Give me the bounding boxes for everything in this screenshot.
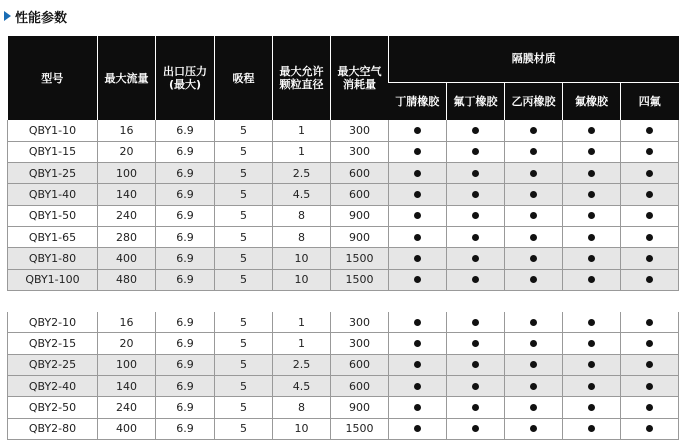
header-suction: 吸程 xyxy=(215,36,273,120)
filled-circle-icon xyxy=(530,234,537,241)
filled-circle-icon xyxy=(588,383,595,390)
cell-model: QBY1-100 xyxy=(8,269,98,290)
filled-circle-icon xyxy=(414,276,421,283)
filled-circle-icon xyxy=(414,148,421,155)
cell-material xyxy=(505,248,563,269)
cell-material xyxy=(621,397,679,418)
cell-material xyxy=(447,376,505,397)
filled-circle-icon xyxy=(646,340,653,347)
cell-model: QBY2-50 xyxy=(8,397,98,418)
cell-pressure: 6.9 xyxy=(156,312,215,333)
cell-material xyxy=(447,248,505,269)
cell-material xyxy=(563,205,621,226)
cell-material xyxy=(447,205,505,226)
filled-circle-icon xyxy=(646,191,653,198)
cell-material xyxy=(621,163,679,184)
filled-circle-icon xyxy=(472,276,479,283)
filled-circle-icon xyxy=(588,234,595,241)
filled-circle-icon xyxy=(646,212,653,219)
filled-circle-icon xyxy=(588,340,595,347)
filled-circle-icon xyxy=(646,255,653,262)
cell-suction: 5 xyxy=(215,248,273,269)
cell-model: QBY1-10 xyxy=(8,120,98,141)
cell-pressure: 6.9 xyxy=(156,120,215,141)
filled-circle-icon xyxy=(414,127,421,134)
filled-circle-icon xyxy=(472,404,479,411)
cell-particle: 8 xyxy=(273,226,331,247)
cell-suction: 5 xyxy=(215,354,273,375)
cell-flow: 240 xyxy=(98,205,156,226)
table-row xyxy=(8,376,679,397)
cell-air: 900 xyxy=(331,397,389,418)
filled-circle-icon xyxy=(588,191,595,198)
filled-circle-icon xyxy=(414,340,421,347)
cell-material xyxy=(505,120,563,141)
triangle-bullet-icon xyxy=(4,11,11,21)
cell-air: 600 xyxy=(331,354,389,375)
filled-circle-icon xyxy=(472,212,479,219)
cell-material xyxy=(563,354,621,375)
cell-material xyxy=(621,226,679,247)
filled-circle-icon xyxy=(646,148,653,155)
cell-pressure: 6.9 xyxy=(156,141,215,162)
section-title-text: 性能参数 xyxy=(15,10,68,26)
cell-air: 1500 xyxy=(331,269,389,290)
filled-circle-icon xyxy=(414,170,421,177)
filled-circle-icon xyxy=(414,255,421,262)
cell-flow: 20 xyxy=(98,141,156,162)
filled-circle-icon xyxy=(472,340,479,347)
cell-material xyxy=(447,184,505,205)
filled-circle-icon xyxy=(530,340,537,347)
cell-suction: 5 xyxy=(215,226,273,247)
cell-material xyxy=(563,312,621,333)
table-row xyxy=(8,141,679,162)
cell-material xyxy=(447,333,505,354)
filled-circle-icon xyxy=(414,191,421,198)
cell-material xyxy=(563,376,621,397)
cell-material xyxy=(389,269,447,290)
cell-pressure: 6.9 xyxy=(156,226,215,247)
filled-circle-icon xyxy=(414,212,421,219)
cell-material xyxy=(621,248,679,269)
cell-material xyxy=(563,226,621,247)
cell-material xyxy=(447,120,505,141)
cell-material xyxy=(505,184,563,205)
header-diaphragm: 隔膜材质 xyxy=(389,36,679,82)
cell-material xyxy=(389,397,447,418)
cell-model: QBY1-25 xyxy=(8,163,98,184)
filled-circle-icon xyxy=(646,127,653,134)
filled-circle-icon xyxy=(588,212,595,219)
cell-particle: 1 xyxy=(273,333,331,354)
cell-pressure: 6.9 xyxy=(156,205,215,226)
filled-circle-icon xyxy=(646,170,653,177)
cell-material xyxy=(447,397,505,418)
cell-material xyxy=(389,226,447,247)
cell-particle: 8 xyxy=(273,397,331,418)
filled-circle-icon xyxy=(646,383,653,390)
group-separator xyxy=(8,290,679,311)
cell-model: QBY1-80 xyxy=(8,248,98,269)
cell-material xyxy=(505,397,563,418)
header-material: 氟丁橡胶 xyxy=(447,82,505,120)
filled-circle-icon xyxy=(588,127,595,134)
filled-circle-icon xyxy=(646,276,653,283)
header-material: 丁腈橡胶 xyxy=(389,82,447,120)
cell-material xyxy=(389,120,447,141)
filled-circle-icon xyxy=(530,361,537,368)
cell-flow: 400 xyxy=(98,418,156,439)
cell-material xyxy=(447,354,505,375)
cell-material xyxy=(505,312,563,333)
cell-pressure: 6.9 xyxy=(156,163,215,184)
cell-suction: 5 xyxy=(215,397,273,418)
cell-suction: 5 xyxy=(215,141,273,162)
cell-model: QBY2-10 xyxy=(8,312,98,333)
cell-material xyxy=(389,184,447,205)
cell-flow: 140 xyxy=(98,184,156,205)
cell-suction: 5 xyxy=(215,376,273,397)
header-material: 氟橡胶 xyxy=(563,82,621,120)
cell-flow: 480 xyxy=(98,269,156,290)
filled-circle-icon xyxy=(530,383,537,390)
cell-model: QBY2-80 xyxy=(8,418,98,439)
filled-circle-icon xyxy=(530,319,537,326)
cell-material xyxy=(389,376,447,397)
filled-circle-icon xyxy=(414,319,421,326)
filled-circle-icon xyxy=(588,404,595,411)
cell-material xyxy=(621,141,679,162)
filled-circle-icon xyxy=(414,361,421,368)
filled-circle-icon xyxy=(530,255,537,262)
cell-model: QBY1-65 xyxy=(8,226,98,247)
cell-material xyxy=(389,248,447,269)
cell-material xyxy=(563,141,621,162)
filled-circle-icon xyxy=(646,319,653,326)
cell-model: QBY2-25 xyxy=(8,354,98,375)
cell-flow: 16 xyxy=(98,120,156,141)
cell-air: 1500 xyxy=(331,418,389,439)
cell-material xyxy=(389,354,447,375)
cell-particle: 10 xyxy=(273,269,331,290)
header-material: 乙丙橡胶 xyxy=(505,82,563,120)
cell-air: 300 xyxy=(331,120,389,141)
cell-flow: 240 xyxy=(98,397,156,418)
cell-air: 600 xyxy=(331,184,389,205)
filled-circle-icon xyxy=(414,234,421,241)
filled-circle-icon xyxy=(588,255,595,262)
section-title xyxy=(4,6,67,26)
filled-circle-icon xyxy=(588,276,595,283)
cell-model: QBY1-15 xyxy=(8,141,98,162)
filled-circle-icon xyxy=(472,255,479,262)
table-row xyxy=(8,269,679,290)
header-flow: 最大流量 xyxy=(98,36,156,120)
filled-circle-icon xyxy=(472,234,479,241)
cell-air: 600 xyxy=(331,163,389,184)
header-particle: 最大允许 颗粒直径 xyxy=(273,36,331,120)
filled-circle-icon xyxy=(472,383,479,390)
cell-model: QBY2-15 xyxy=(8,333,98,354)
cell-material xyxy=(563,163,621,184)
cell-suction: 5 xyxy=(215,205,273,226)
table-row xyxy=(8,333,679,354)
cell-material xyxy=(505,226,563,247)
filled-circle-icon xyxy=(472,148,479,155)
header-material: 四氟 xyxy=(621,82,679,120)
cell-material xyxy=(505,141,563,162)
cell-material xyxy=(505,354,563,375)
cell-material xyxy=(621,376,679,397)
cell-material xyxy=(505,333,563,354)
filled-circle-icon xyxy=(530,148,537,155)
cell-flow: 20 xyxy=(98,333,156,354)
cell-material xyxy=(621,184,679,205)
cell-air: 300 xyxy=(331,312,389,333)
cell-material xyxy=(389,333,447,354)
cell-particle: 1 xyxy=(273,141,331,162)
cell-material xyxy=(563,248,621,269)
filled-circle-icon xyxy=(530,404,537,411)
table-row xyxy=(8,248,679,269)
cell-suction: 5 xyxy=(215,418,273,439)
cell-material xyxy=(447,312,505,333)
cell-material xyxy=(447,163,505,184)
cell-material xyxy=(389,163,447,184)
filled-circle-icon xyxy=(646,404,653,411)
cell-air: 1500 xyxy=(331,248,389,269)
cell-material xyxy=(621,354,679,375)
table-row xyxy=(8,184,679,205)
cell-model: QBY2-40 xyxy=(8,376,98,397)
cell-flow: 280 xyxy=(98,226,156,247)
cell-flow: 400 xyxy=(98,248,156,269)
filled-circle-icon xyxy=(646,361,653,368)
cell-pressure: 6.9 xyxy=(156,397,215,418)
filled-circle-icon xyxy=(588,319,595,326)
cell-flow: 100 xyxy=(98,163,156,184)
cell-material xyxy=(447,141,505,162)
table-row xyxy=(8,312,679,333)
filled-circle-icon xyxy=(414,383,421,390)
cell-material xyxy=(563,120,621,141)
filled-circle-icon xyxy=(530,276,537,283)
cell-suction: 5 xyxy=(215,269,273,290)
table-row xyxy=(8,163,679,184)
filled-circle-icon xyxy=(472,170,479,177)
cell-flow: 140 xyxy=(98,376,156,397)
filled-circle-icon xyxy=(588,148,595,155)
cell-suction: 5 xyxy=(215,184,273,205)
cell-air: 900 xyxy=(331,226,389,247)
cell-material xyxy=(389,141,447,162)
header-model: 型号 xyxy=(8,36,98,120)
cell-material xyxy=(621,120,679,141)
filled-circle-icon xyxy=(414,404,421,411)
filled-circle-icon xyxy=(530,191,537,198)
performance-table xyxy=(7,36,679,440)
cell-material xyxy=(505,269,563,290)
table-row xyxy=(8,354,679,375)
cell-flow: 16 xyxy=(98,312,156,333)
cell-material xyxy=(505,205,563,226)
cell-model: QBY1-50 xyxy=(8,205,98,226)
table-row xyxy=(8,205,679,226)
cell-material xyxy=(505,163,563,184)
cell-material xyxy=(621,312,679,333)
filled-circle-icon xyxy=(472,319,479,326)
cell-particle: 1 xyxy=(273,120,331,141)
header-pressure: 出口压力 (最大) xyxy=(156,36,215,120)
cell-air: 300 xyxy=(331,141,389,162)
filled-circle-icon xyxy=(530,170,537,177)
cell-pressure: 6.9 xyxy=(156,269,215,290)
cell-pressure: 6.9 xyxy=(156,248,215,269)
filled-circle-icon xyxy=(646,234,653,241)
table-row xyxy=(8,226,679,247)
cell-material xyxy=(563,269,621,290)
cell-particle: 4.5 xyxy=(273,376,331,397)
cell-material xyxy=(389,312,447,333)
cell-pressure: 6.9 xyxy=(156,376,215,397)
cell-flow: 100 xyxy=(98,354,156,375)
cell-material xyxy=(447,269,505,290)
group-separator-cell xyxy=(8,290,679,311)
filled-circle-icon xyxy=(530,127,537,134)
cell-air: 900 xyxy=(331,205,389,226)
cell-pressure: 6.9 xyxy=(156,184,215,205)
cell-particle: 10 xyxy=(273,418,331,439)
cell-air: 600 xyxy=(331,376,389,397)
cell-material xyxy=(621,205,679,226)
cell-air: 300 xyxy=(331,333,389,354)
cell-suction: 5 xyxy=(215,163,273,184)
filled-circle-icon xyxy=(588,170,595,177)
cell-suction: 5 xyxy=(215,312,273,333)
table-row xyxy=(8,397,679,418)
filled-circle-icon xyxy=(472,361,479,368)
cell-material xyxy=(563,397,621,418)
cell-particle: 1 xyxy=(273,312,331,333)
cell-model: QBY1-40 xyxy=(8,184,98,205)
cell-suction: 5 xyxy=(215,120,273,141)
cell-particle: 10 xyxy=(273,248,331,269)
cell-particle: 4.5 xyxy=(273,184,331,205)
cell-material xyxy=(621,333,679,354)
cell-material xyxy=(389,205,447,226)
cell-particle: 2.5 xyxy=(273,163,331,184)
filled-circle-icon xyxy=(530,212,537,219)
cell-particle: 2.5 xyxy=(273,354,331,375)
header-air: 最大空气 消耗量 xyxy=(331,36,389,120)
cell-material xyxy=(505,376,563,397)
cell-pressure: 6.9 xyxy=(156,418,215,439)
filled-circle-icon xyxy=(588,361,595,368)
cell-material xyxy=(563,184,621,205)
cell-material xyxy=(621,269,679,290)
cell-pressure: 6.9 xyxy=(156,333,215,354)
filled-circle-icon xyxy=(472,127,479,134)
cell-material xyxy=(563,333,621,354)
cell-suction: 5 xyxy=(215,333,273,354)
cell-particle: 8 xyxy=(273,205,331,226)
filled-circle-icon xyxy=(472,191,479,198)
table-row xyxy=(8,120,679,141)
cell-pressure: 6.9 xyxy=(156,354,215,375)
cell-material xyxy=(447,226,505,247)
